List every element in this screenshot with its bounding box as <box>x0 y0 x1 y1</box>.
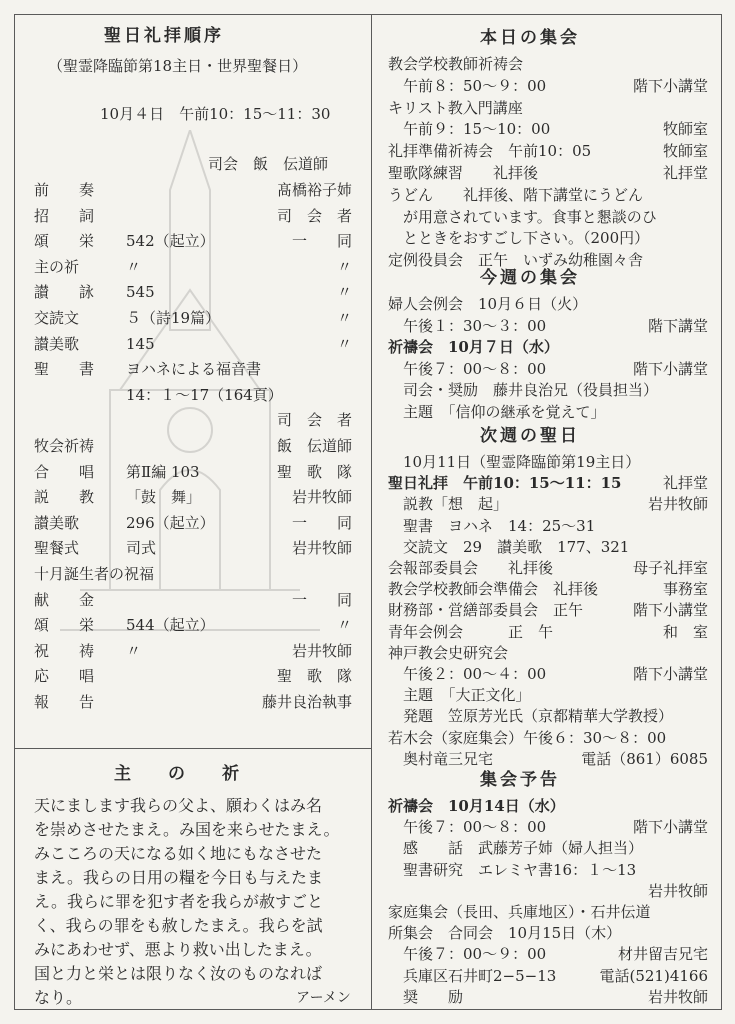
order-item-label: 報 告 <box>34 693 95 711</box>
order-item-detail: 司式 <box>126 539 157 558</box>
order-item-label: 主の祈 <box>34 257 80 276</box>
upcoming-meetings-line: 所集会 合同会 10月15日（木） <box>388 924 622 943</box>
order-item-detail: 145 <box>126 334 155 353</box>
order-item-person: 司 会 者 <box>276 411 352 430</box>
today-meetings-line: 定例役員会 正午 いずみ幼稚園々舎 <box>388 251 644 270</box>
order-item-detail: ５（詩19篇） <box>126 309 221 327</box>
next-sunday-line: 神戸教会史研究会 <box>388 643 509 662</box>
column-divider <box>371 14 372 1010</box>
order-item-person: 一 同 <box>291 232 352 251</box>
order-item-person: 〃 <box>336 334 352 353</box>
order-item-person: 司 会 者 <box>276 206 352 225</box>
order-item-label: 牧会祈祷 <box>34 437 95 455</box>
order-item-person: 飯 伝道師 <box>276 437 352 455</box>
order-item-detail: 542（起立） <box>126 232 215 251</box>
today-meetings-line: 聖歌隊練習 礼拝後 <box>388 164 539 182</box>
upcoming-meetings-line: 家庭集会（長田、兵庫地区）・石井伝道 <box>388 903 651 921</box>
prayer-line: 天にまします我らの父よ、願わくはみ名 <box>34 796 323 815</box>
order-item-detail: ヨハネによる福音書 <box>126 360 262 379</box>
order-item-person: 岩井牧師 <box>291 488 352 507</box>
next-sunday-location: 母子礼拝室 <box>632 559 708 577</box>
today-meetings-line: とときをおすごし下さい。（200円） <box>388 229 650 248</box>
order-item-detail: 〃 <box>126 257 142 276</box>
week-meetings-line: 司会・奨励 藤井良治兄（役員担当） <box>388 381 659 400</box>
upcoming-meetings-location: 岩井牧師 <box>647 987 708 1006</box>
order-item-label: 頌 栄 <box>34 616 95 635</box>
today-meetings-line: 教会学校教師祈祷会 <box>388 55 524 73</box>
next-sunday-line: 財務部・営繕部委員会 正午 <box>388 601 584 620</box>
week-meetings-location: 階下小講堂 <box>632 359 708 378</box>
order-item-detail: 「鼓 舞」 <box>126 488 202 507</box>
today-meetings-location: 階下小講堂 <box>632 76 708 95</box>
prayer-line: みにあわせず、悪より救い出したまえ。 <box>34 940 322 959</box>
week-meetings-line: 婦人会例会 10月６日（火） <box>388 295 588 313</box>
order-item-label: 前 奏 <box>34 181 95 199</box>
today-meetings-location: 牧師室 <box>662 142 708 161</box>
week-meetings-line: 主題 「信仰の継承を覚えて」 <box>388 403 606 421</box>
order-item-person: 一 同 <box>291 590 352 609</box>
worship-order-title: 聖日礼拝順序 <box>104 26 224 46</box>
next-sunday-line: 説教「想 起」 <box>388 495 509 514</box>
next-sunday-location: 礼拝堂 <box>662 474 708 493</box>
next-sunday-line: 発題 笠原芳光氏（京都精華大学教授） <box>388 707 674 726</box>
order-item-person: 岩井牧師 <box>291 539 352 558</box>
next-sunday-line: 主題 「大正文化」 <box>388 686 531 705</box>
worship-datetime: 10月４日 午前10：15〜11：30 <box>100 105 331 123</box>
today-meetings-line: 午前９：15〜10：00 <box>388 120 551 139</box>
today-meetings-line: 午前８：50〜９：00 <box>388 76 547 95</box>
upcoming-meetings-line: 奨 励 <box>388 987 464 1006</box>
upcoming-meetings-line: 聖書研究 エレミヤ書16：１〜13 <box>388 860 637 879</box>
next-sunday-location: 階下小講堂 <box>632 601 708 620</box>
prayer-title: 主 の 祈 <box>114 764 249 784</box>
prayer-line: みこころの天になる如く地にもなさせた <box>34 844 323 863</box>
order-item-person: 〃 <box>336 283 352 302</box>
order-item-person: 藤井良治執事 <box>261 693 352 711</box>
order-item-label: 献 金 <box>34 590 95 609</box>
upcoming-meetings-location: 電話(521)4166 <box>599 966 708 985</box>
next-sunday-line: 聖書 ヨハネ 14：25〜31 <box>388 516 596 535</box>
prayer-line: まえ。我らの日用の糧を今日も与えたま <box>34 868 323 887</box>
upcoming-meetings-location: 岩井牧師 <box>647 881 708 900</box>
order-item-detail: 545 <box>126 283 155 302</box>
order-item-label: 招 詞 <box>34 206 95 225</box>
next-sunday-line: 午後２：00〜４：00 <box>388 665 547 683</box>
order-item-detail: 296（起立） <box>126 513 215 532</box>
order-item-label: 讃美歌 <box>34 513 80 532</box>
order-item-label: 頌 栄 <box>34 232 95 251</box>
order-item-label: 聖餐式 <box>34 539 80 558</box>
upcoming-meetings-line: 兵庫区石井町2−5−13 <box>388 966 557 985</box>
today-meetings-title: 本日の集会 <box>480 28 580 48</box>
next-sunday-title: 次週の聖日 <box>480 426 580 446</box>
next-sunday-line: 奥村竜三兄宅 <box>388 749 494 768</box>
next-sunday-line: 若木会（家庭集会）午後６：30〜８：00 <box>388 728 667 747</box>
prayer-line: く、我らの罪をも赦したまえ。我らを試 <box>34 916 323 935</box>
next-sunday-location: 和 室 <box>662 622 708 641</box>
today-meetings-location: 礼拝堂 <box>662 164 708 182</box>
next-sunday-line: 10月11日（聖霊降臨節第19主日） <box>388 453 641 471</box>
prayer-line: え。我らに罪を犯す者を我らが赦すごと <box>34 892 323 911</box>
order-item-label: 讃美歌 <box>34 334 80 353</box>
week-meetings-location: 階下講堂 <box>647 316 708 335</box>
next-sunday-line: 青年会例会 正 午 <box>388 622 554 641</box>
order-item-detail: 14：１〜17（164頁） <box>126 385 283 404</box>
order-item-person: 〃 <box>336 309 352 327</box>
next-sunday-location: 事務室 <box>662 580 708 599</box>
prayer-last-line: なり。 <box>34 988 83 1007</box>
next-sunday-line: 聖日礼拝 午前10：15〜11：15 <box>388 474 622 493</box>
order-item-label: 聖 書 <box>34 360 95 379</box>
upcoming-meetings-location: 材井留吉兄宅 <box>617 945 708 964</box>
week-meetings-title: 今週の集会 <box>480 268 580 288</box>
upcoming-meetings-line: 感 話 武藤芳子姉（婦人担当） <box>388 839 644 858</box>
today-meetings-line: うどん 礼拝後、階下講堂にうどん <box>388 185 644 204</box>
week-meetings-line: 午後７：00〜８：00 <box>388 359 547 378</box>
today-meetings-line: が用意されています。食事と懇談のひ <box>388 207 657 226</box>
next-sunday-line: 会報部委員会 礼拝後 <box>388 559 554 577</box>
order-item-detail: 〃 <box>126 641 142 660</box>
presider-line: 司会 飯 伝道師 <box>208 155 329 173</box>
prayer-line: 国と力と栄とは限りなく汝のものなれば <box>34 964 323 983</box>
next-sunday-line: 教会学校教師会準備会 礼拝後 <box>388 580 599 599</box>
next-sunday-line: 交読文 29 讃美歌 177、321 <box>388 537 630 556</box>
today-meetings-line: キリスト教入門講座 <box>388 98 523 117</box>
order-item-person: 〃 <box>336 257 352 276</box>
today-meetings-location: 牧師室 <box>662 120 708 139</box>
worship-subtitle: （聖霊降臨節第18主日・世界聖餐日） <box>48 57 308 75</box>
upcoming-meetings-location: 階下小講堂 <box>632 818 708 837</box>
upcoming-meetings-line: 祈禱会 10月14日（水） <box>388 797 565 815</box>
amen: アーメン <box>296 990 351 1006</box>
order-item-detail: 第Ⅱ編 103 <box>126 462 200 481</box>
order-item-person: 岩井牧師 <box>291 641 352 660</box>
order-item-person: 一 同 <box>291 513 352 532</box>
section-divider <box>14 748 371 749</box>
order-item-label: 交読文 <box>34 309 80 327</box>
order-item-label: 説 教 <box>34 488 95 507</box>
next-sunday-location: 階下小講堂 <box>632 665 708 683</box>
order-item-person: 〃 <box>336 616 352 635</box>
prayer-line: を崇めさせたまえ。み国を来らせたまえ。 <box>34 820 340 839</box>
order-item-label: 合 唱 <box>34 462 95 481</box>
order-item-label: 讃 詠 <box>34 283 95 302</box>
upcoming-meetings-line: 午後７：00〜８：00 <box>388 818 547 837</box>
week-meetings-line: 午後１：30〜３：00 <box>388 316 547 335</box>
today-meetings-line: 礼拝準備祈祷会 午前10：05 <box>388 142 592 161</box>
next-sunday-location: 岩井牧師 <box>647 495 708 514</box>
week-meetings-line: 祈禱会 10月７日（水） <box>388 338 559 357</box>
next-sunday-location: 電話（861）6085 <box>581 749 708 768</box>
order-item-person: 聖 歌 隊 <box>276 462 352 481</box>
order-item-label: 応 唱 <box>34 667 95 686</box>
upcoming-meetings-line: 午後７：00〜９：00 <box>388 945 547 964</box>
upcoming-meetings-title: 集会予告 <box>480 770 560 790</box>
order-item-person: 髙橋裕子姉 <box>276 181 352 199</box>
order-item-detail: 544（起立） <box>126 616 215 635</box>
order-item-label: 祝 祷 <box>34 641 95 660</box>
order-item-label: 十月誕生者の祝福 <box>34 565 155 583</box>
order-item-person: 聖 歌 隊 <box>276 667 352 686</box>
